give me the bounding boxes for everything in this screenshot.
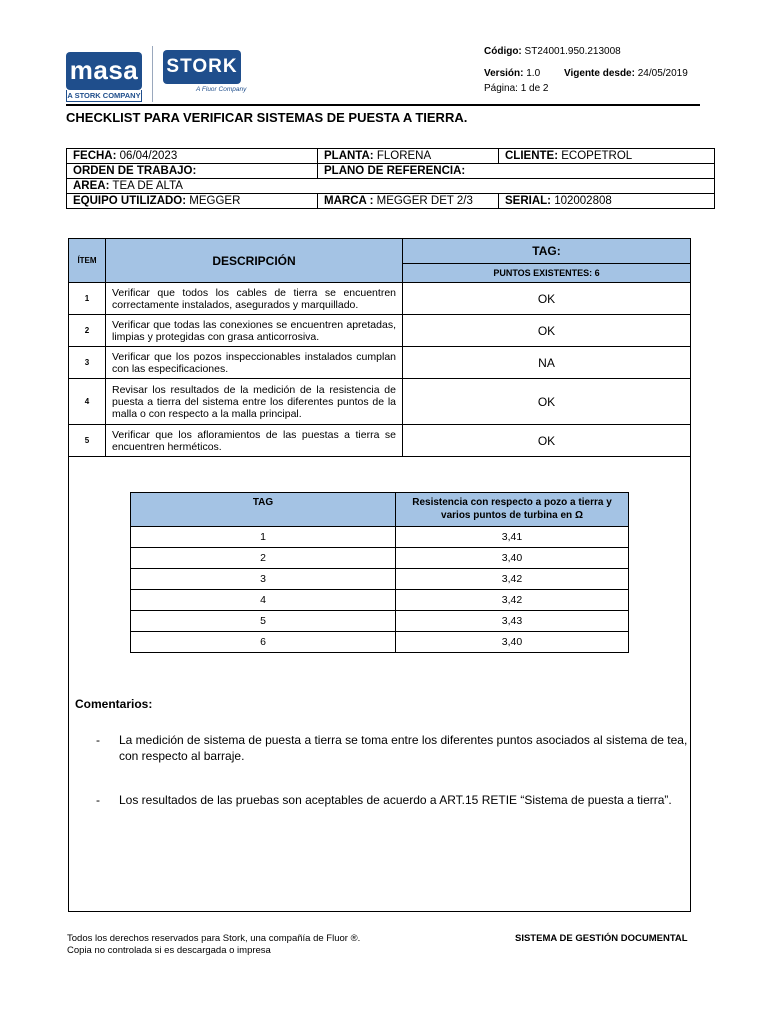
table-row (131, 632, 629, 653)
row-number: 5 (69, 425, 106, 457)
row-description: Verificar que los afloramientos de las puestas a tierra se encuentren herméticos. (106, 425, 403, 457)
doc-page: Página: 1 de 2 (484, 83, 549, 94)
row-number: 3 (69, 347, 106, 379)
equipo-cell: EQUIPO UTILIZADO: MEGGER (67, 194, 318, 209)
doc-version: Versión: 1.0 (484, 68, 541, 79)
row-result: OK (403, 425, 691, 457)
table-row (131, 569, 629, 590)
info-table (66, 148, 715, 209)
value-cell: 3,40 (396, 632, 629, 653)
document-title: CHECKLIST PARA VERIFICAR SISTEMAS DE PUESTA A TIERRA. (66, 110, 468, 125)
resistance-column-header: Resistencia con respecto a pozo a tierra y varios puntos de turbina en Ω (396, 493, 629, 527)
tag-cell: 4 (131, 590, 396, 611)
checklist-row (69, 315, 691, 347)
area-cell: AREA: TEA DE ALTA (67, 179, 715, 194)
table-row (131, 527, 629, 548)
row-number: 4 (69, 379, 106, 425)
checklist-row (69, 379, 691, 425)
marca-cell: MARCA : MEGGER DET 2/3 (318, 194, 499, 209)
tag-cell: 3 (131, 569, 396, 590)
tag-cell: 1 (131, 527, 396, 548)
row-result: NA (403, 347, 691, 379)
planta-cell: PLANTA: FLORENA (318, 149, 499, 164)
table-row (131, 590, 629, 611)
bullet-dash: - (96, 733, 100, 747)
value-cell: 3,43 (396, 611, 629, 632)
comment-text: La medición de sistema de puesta a tierra se toma entre los diferentes puntos asociados al sistema de tea, con respecto al barraje. (119, 733, 688, 763)
masa-logo: masa (66, 52, 142, 90)
comments-title: Comentarios: (75, 697, 153, 711)
item-header: ÍTEM (69, 239, 106, 283)
footer-rights: Todos los derechos reservados para Stork, una compañía de Fluor ®. Copia no controlada si es descargada o impresa (67, 933, 361, 956)
tag-header: TAG: (403, 239, 691, 264)
orden-cell: ORDEN DE TRABAJO: (67, 164, 318, 179)
tag-cell: 2 (131, 548, 396, 569)
cliente-cell: CLIENTE: ECOPETROL (499, 149, 715, 164)
table-row (131, 611, 629, 632)
comment-text: Los resultados de las pruebas son aceptables de acuerdo a ART.15 RETIE “Sistema de puesta a tierra”. (119, 793, 672, 807)
checklist-row (69, 347, 691, 379)
row-result: OK (403, 283, 691, 315)
header-rule (66, 104, 700, 106)
description-header: DESCRIPCIÓN (106, 239, 403, 283)
resistance-table (130, 492, 629, 653)
doc-vigente: Vigente desde: 24/05/2019 (564, 68, 688, 79)
footer-system: SISTEMA DE GESTIÓN DOCUMENTAL (515, 933, 688, 944)
serial-cell: SERIAL: 102002808 (499, 194, 715, 209)
checklist-row (69, 283, 691, 315)
row-number: 1 (69, 283, 106, 315)
fecha-cell: FECHA: 06/04/2023 (67, 149, 318, 164)
row-description: Verificar que todas las conexiones se encuentren apretadas, limpias y protegidas con grasa anticorrosiva. (106, 315, 403, 347)
row-description: Revisar los resultados de la medición de la resistencia de puesta a tierra del sistema entre los diferentes puntos de la malla o con respecto a la malla principal. (106, 379, 403, 425)
tag-cell: 5 (131, 611, 396, 632)
value-cell: 3,40 (396, 548, 629, 569)
logo-divider (152, 46, 153, 102)
puntos-header: PUNTOS EXISTENTES: 6 (403, 264, 691, 283)
comment-item (96, 732, 692, 764)
doc-code: Código: ST24001.950.213008 (484, 46, 621, 57)
stork-logo-subtitle: A Fluor Company (196, 86, 247, 93)
checklist-table (68, 238, 691, 457)
masa-logo-subtitle: A STORK COMPANY (67, 91, 141, 100)
row-description: Verificar que los pozos inspeccionables instalados cumplan con las especificaciones. (106, 347, 403, 379)
value-cell: 3,42 (396, 569, 629, 590)
stork-logo: STORK (163, 50, 241, 84)
value-cell: 3,41 (396, 527, 629, 548)
plano-cell: PLANO DE REFERENCIA: (318, 164, 715, 179)
bullet-dash: - (96, 793, 100, 807)
checklist-row (69, 425, 691, 457)
row-result: OK (403, 315, 691, 347)
tag-column-header: TAG (131, 493, 396, 527)
row-description: Verificar que todos los cables de tierra se encuentren correctamente instalados, asegurados y marquillado. (106, 283, 403, 315)
row-number: 2 (69, 315, 106, 347)
value-cell: 3,42 (396, 590, 629, 611)
row-result: OK (403, 379, 691, 425)
tag-cell: 6 (131, 632, 396, 653)
table-row (131, 548, 629, 569)
comment-item (96, 792, 676, 808)
